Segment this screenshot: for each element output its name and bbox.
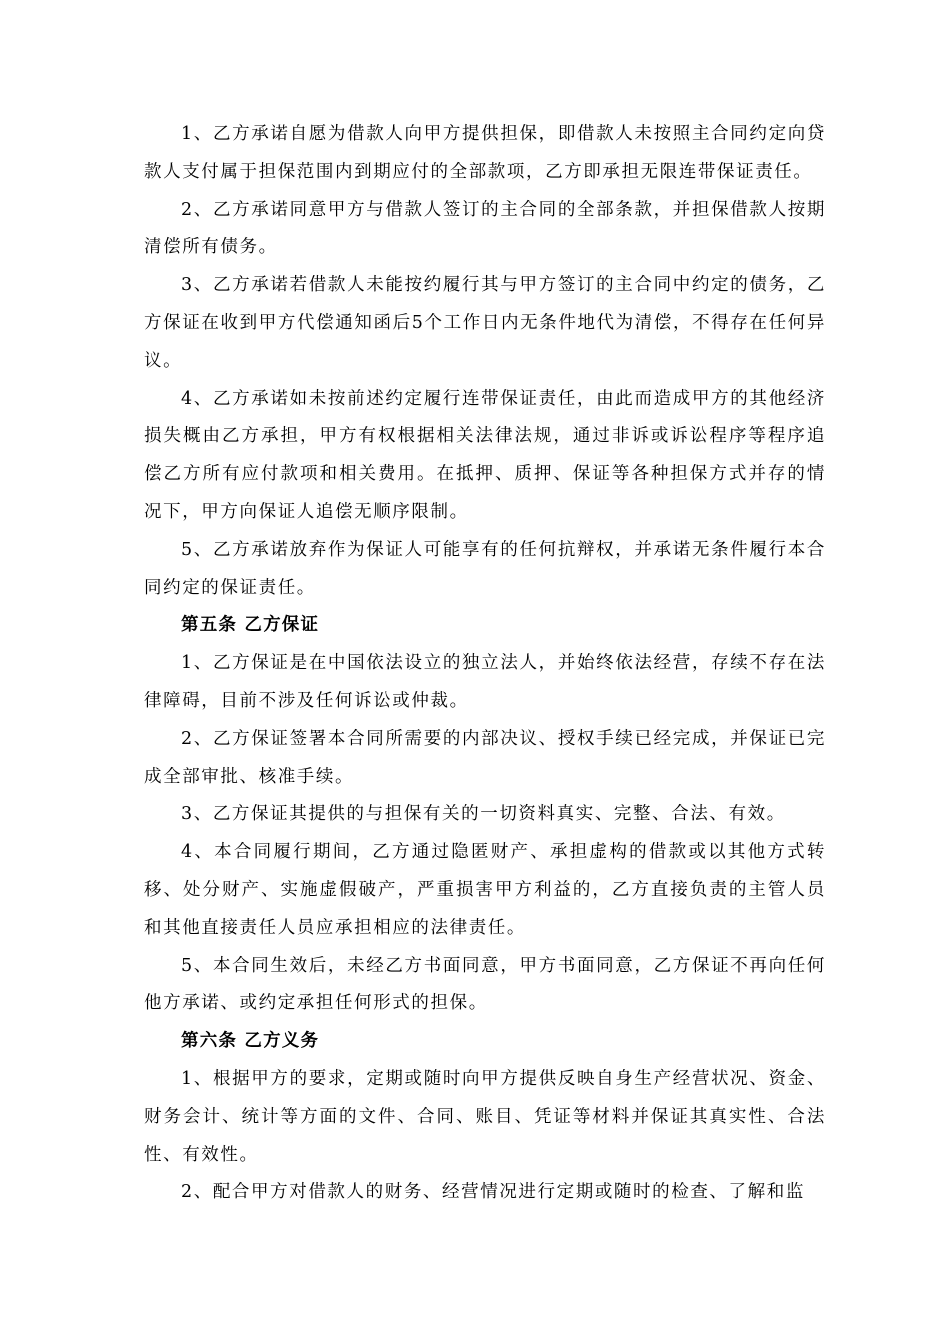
paragraph-guarantee-commitment-3: 3、乙方承诺若借款人未能按约履行其与甲方签订的主合同中约定的债务，乙方保证在收到甲方代偿通知函后5个工作日内无条件地代为清偿，不得存在任何异议。 (144, 275, 826, 371)
paragraph-warranty-3: 3、乙方保证其提供的与担保有关的一切资料真实、完整、合法、有效。 (181, 804, 786, 825)
paragraph-guarantee-commitment-4: 4、乙方承诺如未按前述约定履行连带保证责任，由此而造成甲方的其他经济损失概由乙方承担，甲方有权根据相关法律法规，通过非诉或诉讼程序等程序追偿乙方所有应付款项和相关费用。在抵押、质押、保证等各种担保方式并存的情况下，甲方向保证人追偿无顺序限制。 (144, 388, 826, 522)
paragraph-guarantee-commitment-5: 5、乙方承诺放弃作为保证人可能享有的任何抗辩权，并承诺无条件履行本合同约定的保证责任。 (144, 539, 826, 598)
paragraph-warranty-4: 4、本合同履行期间，乙方通过隐匿财产、承担虚构的借款或以其他方式转移、处分财产、实施虚假破产，严重损害甲方利益的，乙方直接负责的主管人员和其他直接责任人员应承担相应的法律责任。 (144, 842, 826, 938)
paragraph-guarantee-commitment-2: 2、乙方承诺同意甲方与借款人签订的主合同的全部条款，并担保借款人按期清偿所有债务。 (144, 199, 826, 258)
paragraph-obligation-1: 1、根据甲方的要求，定期或随时向甲方提供反映自身生产经营状况、资金、财务会计、统计等方面的文件、合同、账目、凭证等材料并保证其真实性、合法性、有效性。 (144, 1068, 826, 1165)
section-heading-article-5: 第五条 乙方保证 (181, 615, 320, 636)
paragraph-warranty-1: 1、乙方保证是在中国依法设立的独立法人，并始终依法经营，存续不存在法律障碍，目前不涉及任何诉讼或仲裁。 (144, 653, 826, 711)
paragraph-warranty-2: 2、乙方保证签署本合同所需要的内部决议、授权手续已经完成，并保证已完成全部审批、核准手续。 (144, 728, 826, 787)
paragraph-warranty-5: 5、本合同生效后，未经乙方书面同意，甲方书面同意，乙方保证不再向任何他方承诺、或约定承担任何形式的担保。 (144, 955, 826, 1014)
paragraph-obligation-2: 2、配合甲方对借款人的财务、经营情况进行定期或随时的检查、了解和监 (181, 1182, 805, 1203)
document-body (144, 116, 826, 1212)
paragraph-guarantee-commitment-1: 1、乙方承诺自愿为借款人向甲方提供担保，即借款人未按照主合同约定向贷款人支付属于担保范围内到期应付的全部款项，乙方即承担无限连带保证责任。 (144, 124, 826, 182)
section-heading-article-6: 第六条 乙方义务 (181, 1031, 320, 1052)
